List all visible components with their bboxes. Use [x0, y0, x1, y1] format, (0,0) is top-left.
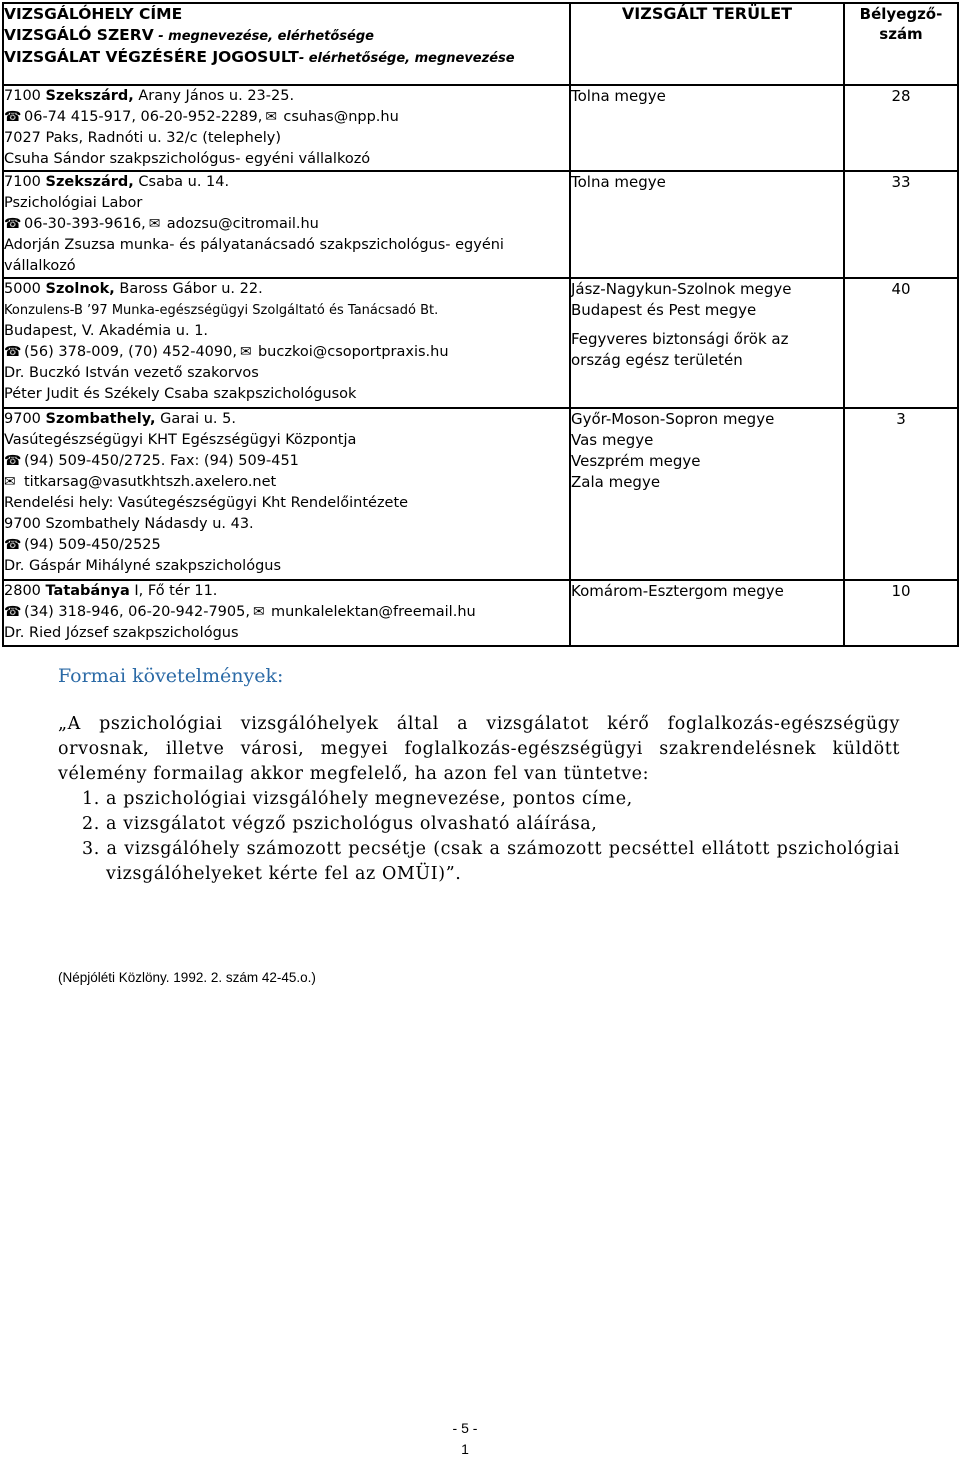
- stamp-number-cell: 40: [844, 278, 958, 408]
- table-row: [3, 580, 958, 646]
- site-info-cell: 9700 Szombathely, Garai u. 5. Vasútegészségügyi KHT Egészségügyi Központja ☎ (94) 509-450/2725. Fax: (94) 509-451 ✉ titkarsag@vasutkhtszh.axelero.net Rendelési hely: Vasútegészségügyi Kht Rendelőintézete 9700 Szombathely Nádasdy u. 43. ☎ (94) 509-450/2525 Dr. Gáspár Mihályné szakpszichológus: [3, 408, 570, 580]
- header-site-address: VIZSGÁLÓHELY CÍME: [4, 5, 183, 23]
- area-cell: Tolna megye: [570, 171, 844, 278]
- requirements-intro: „A pszichológiai vizsgálóhelyek által a vizsgálatot kérő foglalkozás-egészségügy orvosnak, illetve városi, megyei foglalkozás-egészségügyi szakrendelésnek küldött vélemény formailag akkor megfelelő, ha azon fel van tüntetve:: [58, 714, 900, 784]
- email-link[interactable]: titkarsag@vasutkhtszh.axelero.net: [24, 474, 277, 490]
- site-info-cell: 7100 Szekszárd, Csaba u. 14. Pszichológiai Labor ☎ 06-30-393-9616, ✉ adozsu@citromail.hu Adorján Zsuzsa munka- és pályatanácsadó szakpszichológus- egyéni vállalkozó: [3, 171, 570, 278]
- area-cell: Tolna megye: [570, 85, 844, 171]
- phone-icon: ☎: [4, 537, 22, 553]
- stamp-number-cell: 33: [844, 171, 958, 278]
- area-cell: Komárom-Esztergom megye: [570, 580, 844, 646]
- table-row: [3, 278, 958, 408]
- table-header-row: [3, 3, 958, 85]
- header-area-cell: VIZSGÁLT TERÜLET: [570, 3, 844, 85]
- header-stamp-cell: Bélyegző- szám: [844, 3, 958, 85]
- site-info-cell: 5000 Szolnok, Baross Gábor u. 22. Konzulens-B ’97 Munka-egészségügyi Szolgáltató és Tanácsadó Bt. Budapest, V. Akadémia u. 1. ☎ (56) 378-009, (70) 452-4090, ✉ buczkoi@csoportpraxis.hu Dr. Buczkó István vezető szakorvos Péter Judit és Székely Csaba szakpszichológusok: [3, 278, 570, 408]
- requirement-item: 3. a vizsgálóhely számozott pecsétje (csak a számozott pecséttel ellátott pszichológiai vizsgálóhelyeket kérte fel az OMÜI)”.: [82, 839, 900, 884]
- table-row: [3, 85, 958, 171]
- inspection-sites-table: [2, 2, 959, 647]
- mail-icon: ✉: [239, 344, 252, 360]
- site-info-cell: 7100 Szekszárd, Arany János u. 23-25. ☎ 06-74 415-917, 06-20-952-2289, ✉ csuhas@npp.hu 7027 Paks, Radnóti u. 32/c (telephely) Csuha Sándor szakpszichológus- egyéni vállalkozó: [3, 85, 570, 171]
- email-link[interactable]: munkalelektan@freemail.hu: [270, 604, 476, 620]
- source-citation: (Népjóléti Közlöny. 1992. 2. szám 42-45.o.): [58, 970, 316, 985]
- phone-icon: ☎: [4, 604, 22, 620]
- email-link[interactable]: buczkoi@csoportpraxis.hu: [257, 344, 449, 360]
- header-inspecting-body: VIZSGÁLÓ SZERV - megnevezése, elérhetősége: [4, 26, 374, 44]
- table-row: [3, 171, 958, 278]
- email-link[interactable]: csuhas@npp.hu: [283, 109, 399, 125]
- mail-icon: ✉: [4, 474, 16, 490]
- requirements-paragraph: [58, 712, 900, 887]
- header-authorized-person: VIZSGÁLAT VÉGZÉSÉRE JOGOSULT- elérhetősége, megnevezése: [4, 48, 515, 66]
- requirement-item: 1. a pszichológiai vizsgálóhely megnevezése, pontos címe,: [82, 789, 633, 809]
- mail-icon: ✉: [252, 604, 265, 620]
- header-site-cell: [3, 3, 570, 85]
- area-cell: Győr-Moson-Sopron megye Vas megye Veszprém megye Zala megye: [570, 408, 844, 580]
- phone-icon: ☎: [4, 344, 22, 360]
- mail-icon: ✉: [265, 109, 278, 125]
- page-number-sub: 1: [461, 1441, 469, 1457]
- page-number: - 5 -: [452, 1420, 478, 1436]
- area-cell: Jász-Nagykun-Szolnok megye Budapest és Pest megye Fegyveres biztonsági őrök az ország egész területén: [570, 278, 844, 408]
- phone-icon: ☎: [4, 109, 22, 125]
- stamp-number-cell: 3: [844, 408, 958, 580]
- phone-icon: ☎: [4, 453, 22, 469]
- mail-icon: ✉: [148, 216, 161, 232]
- stamp-number-cell: 28: [844, 85, 958, 171]
- stamp-number-cell: 10: [844, 580, 958, 646]
- requirements-heading: Formai követelmények:: [58, 665, 284, 687]
- table-row: [3, 408, 958, 580]
- site-info-cell: 2800 Tatabánya I, Fő tér 11. ☎ (34) 318-946, 06-20-942-7905, ✉ munkalelektan@freemail.hu Dr. Ried József szakpszichológus: [3, 580, 570, 646]
- email-link[interactable]: adozsu@citromail.hu: [166, 216, 319, 232]
- phone-icon: ☎: [4, 216, 22, 232]
- requirement-item: 2. a vizsgálatot végző pszichológus olvasható aláírása,: [82, 814, 598, 834]
